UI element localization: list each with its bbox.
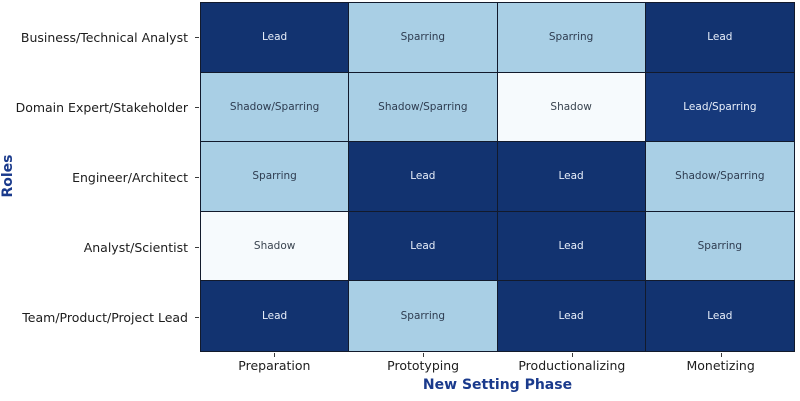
heatmap-cell: Lead bbox=[646, 3, 794, 73]
heatmap-cell: Lead bbox=[498, 281, 646, 351]
y-tick-mark bbox=[195, 317, 199, 318]
y-tick-mark bbox=[195, 177, 199, 178]
heatmap-cell: Shadow bbox=[201, 212, 349, 282]
y-tick-mark bbox=[195, 107, 199, 108]
heatmap-cell: Lead bbox=[498, 212, 646, 282]
heatmap-cell: Sparring bbox=[349, 281, 497, 351]
heatmap-cell: Sparring bbox=[646, 212, 794, 282]
y-tick-mark bbox=[195, 247, 199, 248]
column-label: Productionalizing bbox=[518, 358, 626, 373]
row-label: Business/Technical Analyst bbox=[20, 29, 188, 45]
heatmap-cell: Sparring bbox=[201, 142, 349, 212]
heatmap-cell: Lead bbox=[349, 142, 497, 212]
x-tick-mark bbox=[721, 353, 722, 357]
column-labels bbox=[200, 352, 795, 376]
heatmap-cell: Shadow bbox=[498, 73, 646, 143]
column-label: Prototyping bbox=[387, 358, 460, 373]
heatmap-cell: Lead bbox=[498, 142, 646, 212]
heatmap-cell: Shadow/Sparring bbox=[646, 142, 794, 212]
row-label: Domain Expert/Stakeholder bbox=[15, 99, 188, 115]
heatmap-cell: Lead/Sparring bbox=[646, 73, 794, 143]
heatmap-cell: Lead bbox=[646, 281, 794, 351]
x-axis-title: New Setting Phase bbox=[422, 377, 573, 393]
heatmap-cell: Sparring bbox=[349, 3, 497, 73]
row-label: Analyst/Scientist bbox=[83, 239, 188, 255]
heatmap-cell: Shadow/Sparring bbox=[201, 73, 349, 143]
column-label: Preparation bbox=[238, 358, 311, 373]
row-labels bbox=[0, 2, 200, 352]
x-tick-mark bbox=[572, 353, 573, 357]
heatmap-cell: Sparring bbox=[498, 3, 646, 73]
row-label: Team/Product/Project Lead bbox=[22, 309, 188, 325]
column-label: Monetizing bbox=[686, 358, 755, 373]
row-label: Engineer/Architect bbox=[72, 169, 188, 185]
heatmap-cell: Lead bbox=[201, 3, 349, 73]
y-axis-title: Roles bbox=[0, 154, 16, 198]
x-tick-mark bbox=[423, 353, 424, 357]
x-tick-mark bbox=[274, 353, 275, 357]
heatmap-cell: Shadow/Sparring bbox=[349, 73, 497, 143]
heatmap-grid bbox=[200, 2, 795, 352]
heatmap-cell: Lead bbox=[201, 281, 349, 351]
heatmap-cell: Lead bbox=[349, 212, 497, 282]
y-tick-mark bbox=[195, 37, 199, 38]
